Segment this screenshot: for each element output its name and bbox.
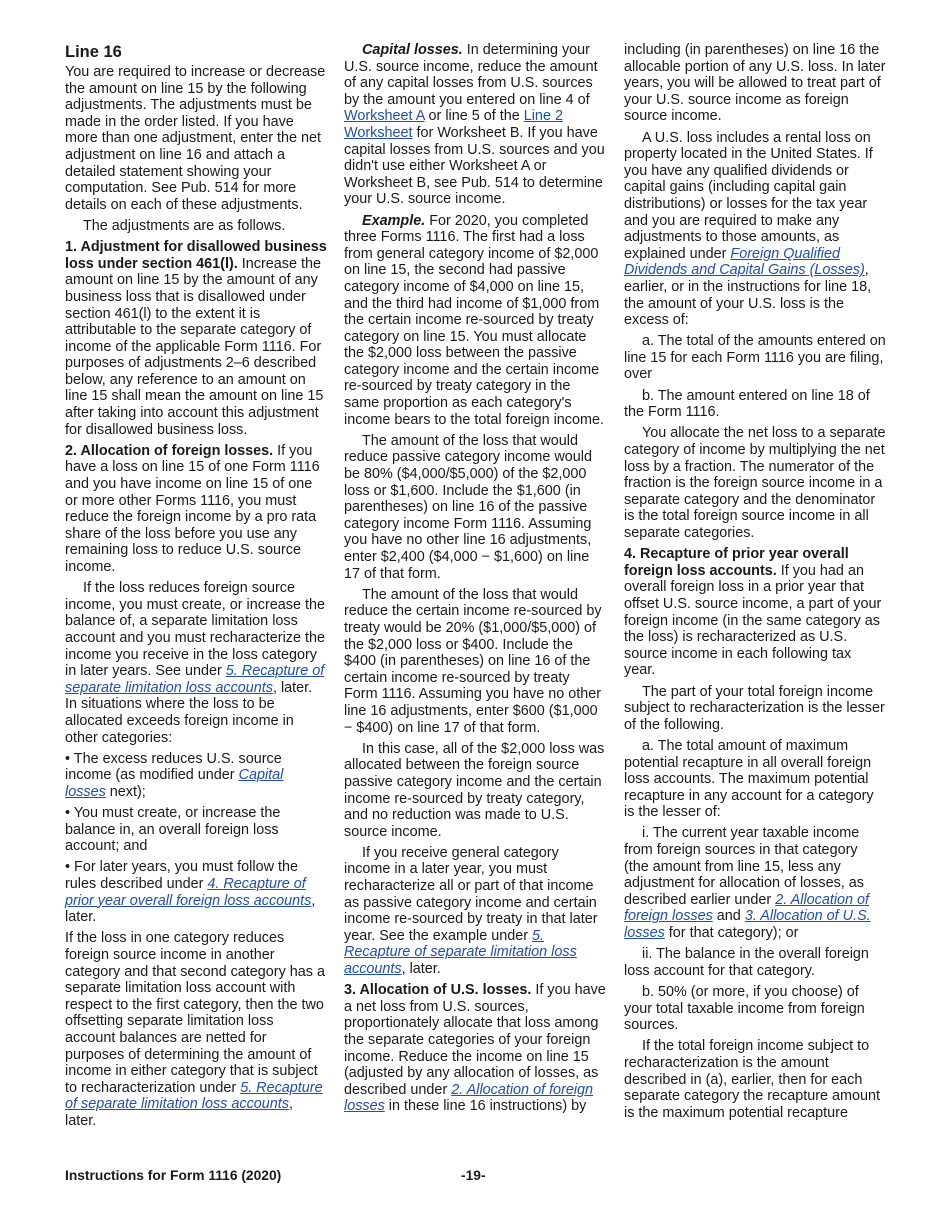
footer-page-number: -19- bbox=[461, 1168, 486, 1183]
paragraph bbox=[65, 443, 327, 576]
text: i. The current year taxable income from foreign sources in that category (the amount from line 15, less any adjustment for allocation of losses, as described earlier under bbox=[624, 825, 864, 908]
bullet-item bbox=[65, 859, 327, 925]
paragraph: The amount of the loss that would reduce the certain income re-sourced by treaty would be 20% ($1,000/$5,000) of the $2,000 loss or $400. Include the $400 (in parentheses) on line 16 of the certain income re-sourced by treaty Form 1116. Assuming you have no other line 16 adjustments, enter $600 ($1,000 − $400) on line 17 of that form. bbox=[344, 586, 602, 736]
paragraph bbox=[344, 982, 606, 1115]
paragraph: You are required to increase or decrease the amount on line 15 by the following adjustments. The adjustments must be made in the order listed. If you have more than one adjustment, enter the net adjustment on line 16 and attach a detailed statement showing your computation. See Pub. 514 for more details on each of these adjustments. bbox=[65, 64, 326, 213]
text: in these line 16 instructions) by bbox=[384, 1098, 587, 1115]
text: Increase the amount on line 15 by the amount of any business loss that is disallowed under section 461(l) to the extent it is attributable to the separate category of income of the applicable Form 1116. For purposes of adjustments 2–6 described below, any reference to an amount on line 15 shall mean the amount on line 15 after taking into account this adjustment for disallowed business loss. bbox=[65, 255, 324, 438]
paragraph bbox=[65, 239, 327, 438]
text: For 2020, you completed three Forms 1116. The first had a loss from general category income of $2,000 on line 15, the second had passive category income of $4,000 on line 15, and the third had income of $1,000 from the certain income re-sourced by treaty category on line 15. You must allocate the $2,000 loss between the passive category income and the certain income re-sourced by treaty category in the same proportion as each category's income bears to the total foreign income. bbox=[344, 212, 604, 428]
text: , later. bbox=[401, 961, 441, 978]
subheading: Example. bbox=[362, 212, 426, 229]
link-worksheet-a[interactable]: Worksheet A bbox=[344, 108, 425, 125]
text: If the loss in one category reduces foreign source income in another category and that second category has a separate limitation loss account with respect to the first category, then the two offsetting separate limitation loss account balances are netted for purposes of determining the amount of income in either category that is subject to recharacterization under bbox=[65, 930, 326, 1096]
link-allocation-foreign-losses[interactable]: 2. Allocation of foreign losses bbox=[624, 891, 870, 925]
section-heading: Line 16 bbox=[65, 43, 122, 61]
text: If the loss reduces foreign source income, you must create, or increase the balance of, a separate limitation loss account and you must recharacterize the income you receive in the loss category in later years. See under bbox=[65, 580, 325, 680]
text: • The excess reduces U.S. source income (as modified under bbox=[65, 750, 282, 784]
subheading: 3. Allocation of U.S. losses. bbox=[344, 982, 532, 999]
paragraph bbox=[65, 930, 327, 1129]
text: , later. bbox=[65, 892, 316, 926]
paragraph: a. The total amount of maximum potential recapture in all overall foreign loss accounts. The maximum potential recapture in any account for a category is the lesser of: bbox=[624, 737, 874, 821]
paragraph: You allocate the net loss to a separate category of income by multiplying the net loss by a fraction. The numerator of the fraction is the foreign source income in a separate category and the denominator is the total foreign source income in all separate categories. bbox=[624, 425, 886, 541]
text: next); bbox=[105, 783, 146, 800]
text: or line 5 of the bbox=[424, 108, 524, 125]
paragraph: b. The amount entered on line 18 of the Form 1116. bbox=[624, 387, 870, 421]
bullet-item: • You must create, or increase the balance in, an overall foreign loss account; and bbox=[65, 805, 281, 855]
paragraph: The part of your total foreign income subject to recharacterization is the lesser of the following. bbox=[624, 683, 885, 733]
column-1 bbox=[65, 42, 327, 1134]
paragraph: ii. The balance in the overall foreign loss account for that category. bbox=[624, 946, 869, 979]
text: If you had an overall foreign loss in a prior year that offset U.S. source income, a part of your foreign income (in the same category as the loss) is recharacterized as U.S. source income in each following tax year. bbox=[624, 562, 882, 679]
text: If you have a net loss from U.S. sources, proportionately allocate that loss among the separate categories of your foreign income. Reduce the income on line 15 (adjusted by any allocation of losses, as described under bbox=[344, 982, 606, 1098]
link-recapture-overall-foreign-loss[interactable]: 4. Recapture of prior year overall foreign loss accounts bbox=[65, 876, 312, 909]
paragraph: In this case, all of the $2,000 loss was allocated between the foreign source passive category income and the certain income re-sourced by treaty category, and no reduction was made to U.S. source income. bbox=[344, 740, 605, 840]
paragraph bbox=[624, 546, 886, 679]
link-foreign-qualified-dividends[interactable]: Foreign Qualified Dividends and Capital Gains (Losses) bbox=[624, 245, 865, 279]
subheading: Capital losses. bbox=[362, 42, 463, 58]
text: • For later years, you must follow the rules described under bbox=[65, 859, 298, 893]
link-allocation-us-losses[interactable]: 3. Allocation of U.S. losses bbox=[624, 908, 871, 942]
paragraph: The adjustments are as follows. bbox=[83, 217, 286, 234]
text: , later. bbox=[65, 1096, 293, 1129]
paragraph bbox=[65, 580, 327, 746]
subheading: 4. Recapture of prior year overall foreign loss accounts. bbox=[624, 546, 849, 579]
link-recapture-separate-limitation[interactable]: 5. Recapture of separate limitation loss accounts bbox=[344, 927, 577, 978]
subheading: 2. Allocation of foreign losses. bbox=[65, 442, 274, 459]
paragraph bbox=[624, 825, 886, 941]
link-recapture-separate-limitation[interactable]: 5. Recapture of separate limitation loss accounts bbox=[65, 1079, 323, 1113]
paragraph: a. The total of the amounts entered on line 15 for each Form 1116 you are filing, over bbox=[624, 333, 886, 383]
subheading: 1. Adjustment for disallowed business loss under section 461(l). bbox=[65, 239, 327, 272]
link-recapture-separate-limitation[interactable]: 5. Recapture of separate limitation loss accounts bbox=[65, 663, 325, 696]
paragraph: b. 50% (or more, if you choose) of your total taxable income from foreign sources. bbox=[624, 984, 865, 1034]
text: and bbox=[712, 908, 745, 925]
bullet-item bbox=[65, 751, 327, 801]
paragraph: The amount of the loss that would reduce passive category income would be 80% ($4,000/$5,000) of the $2,000 loss or $1,600. Include the $1,600 (in parentheses) on line 16 of the passive category income Form 1116. Assuming you have no other line 16 adjustments, enter $2,400 ($4,000 − $1,600) on line 17 of that form. bbox=[344, 432, 592, 582]
text: , later. In situations where the loss to be allocated exceeds foreign income in other categories: bbox=[65, 679, 313, 746]
paragraph: including (in parentheses) on line 16 the allocable portion of any U.S. loss. In later years, you will be allowed to treat part of your U.S. source income as foreign source income. bbox=[624, 42, 886, 125]
text: In determining your U.S. source income, reduce the amount of any capital losses from U.S. sources by the amount you entered on line 4 of bbox=[344, 42, 598, 108]
link-capital-losses[interactable]: Capital losses bbox=[65, 767, 284, 800]
paragraph bbox=[624, 130, 886, 329]
footer-form-title: Instructions for Form 1116 (2020) bbox=[65, 1168, 282, 1183]
text: for Worksheet B. If you have capital losses from U.S. sources and you didn't use either Worksheet A or Worksheet B, see Pub. 514 to determine your U.S. source income. bbox=[344, 124, 605, 208]
paragraph bbox=[344, 213, 606, 429]
text: If you receive general category income in a later year, you must recharacterize all or part of that income as passive category income and certain income re-sourced by treaty in that later year. See the example under bbox=[344, 844, 598, 944]
column-2 bbox=[344, 42, 606, 1120]
paragraph bbox=[344, 845, 606, 978]
text: for that category); or bbox=[664, 925, 799, 942]
text: If you have a loss on line 15 of one Form 1116 and you have income on line 15 of one or more other Forms 1116, you must reduce the foreign income by a pro rata share of the loss before you use any remaining loss to reduce U.S. source income. bbox=[65, 442, 320, 575]
text: A U.S. loss includes a rental loss on property located in the United States. If you have any qualified dividends or capital gains (including capital gain distributions) or losses for the tax year and you are required to make any adjustments to those amounts, as explained under bbox=[624, 129, 873, 262]
paragraph bbox=[344, 42, 606, 208]
column-3 bbox=[624, 42, 886, 1126]
link-allocation-foreign-losses[interactable]: 2. Allocation of foreign losses bbox=[344, 1081, 594, 1115]
link-line2-worksheet[interactable]: Line 2 Worksheet bbox=[344, 108, 563, 141]
text: , earlier, or in the instructions for line 18, the amount of your U.S. loss is the excess of: bbox=[624, 262, 872, 329]
paragraph: If the total foreign income subject to recharacterization is the amount described in (a), earlier, then for each separate category the recapture amount is the maximum potential recapture bbox=[624, 1038, 880, 1121]
